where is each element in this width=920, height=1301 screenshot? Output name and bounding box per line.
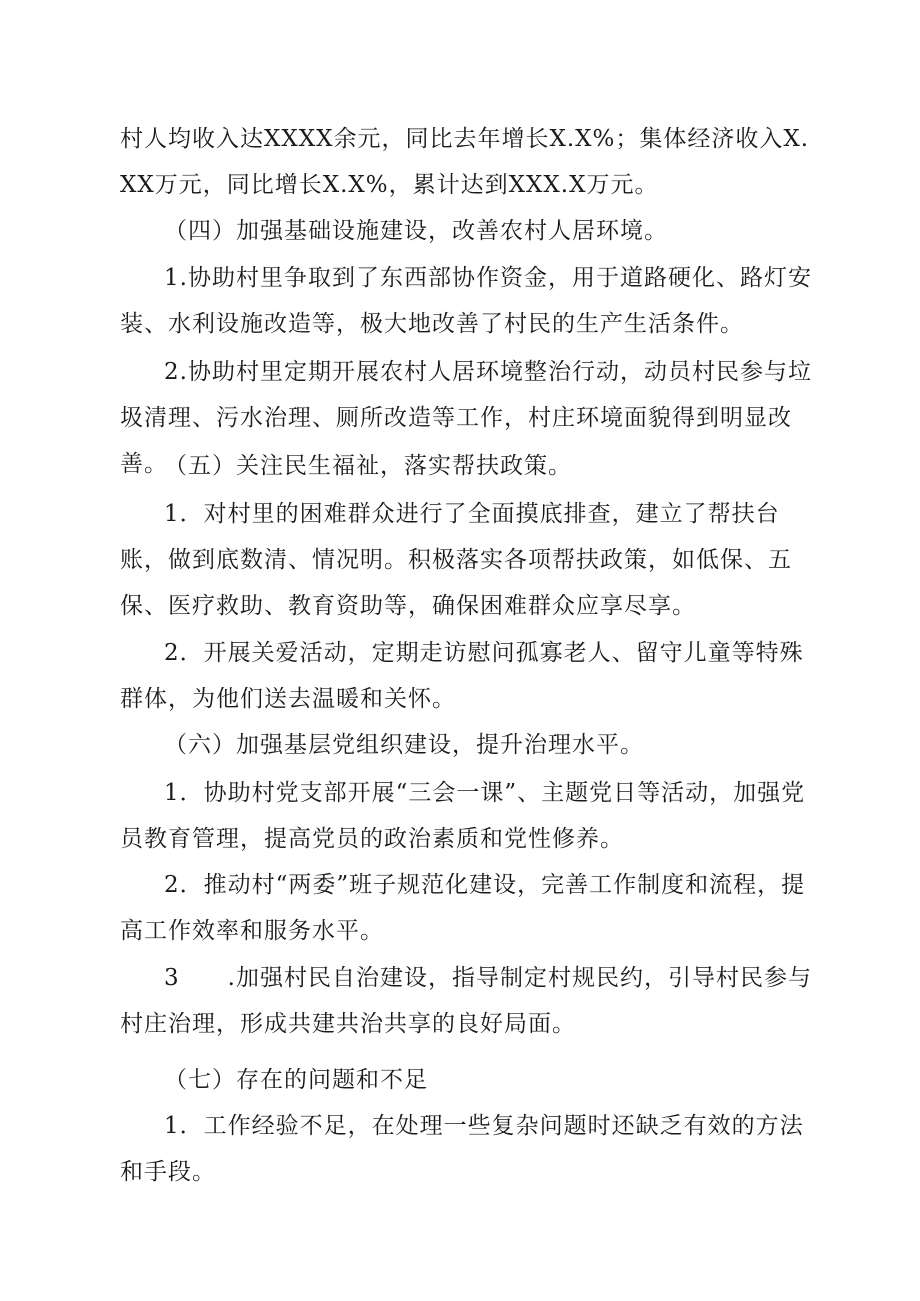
paragraph-4-1: 1.协助村里争取到了东西部协作资金，用于道路硬化、路灯安装、水利设施改造等，极大地改善了村民的生产生活条件。: [120, 265, 812, 337]
paragraph-6-2: 2．推动村“两委”班子规范化建设，完善工作制度和流程，提高工作效率和服务水平。: [120, 872, 806, 944]
paragraph-5-2: 2．开展关爱活动，定期走访慰问孤寡老人、留守儿童等特殊群体，为他们送去温暖和关怀。: [120, 640, 804, 712]
paragraph-5-1: 1．对村里的困难群众进行了全面摸底排查，建立了帮扶台账，做到底数清、情况明。积极落实各项帮扶政策，如低保、五保、医疗救助、教育资助等，确保困难群众应享尽享。: [120, 501, 792, 619]
paragraph-7-1: 1．工作经验不足，在处理一些复杂问题时还缺乏有效的方法和手段。: [120, 1113, 804, 1185]
paragraph-4-2: 2.协助村里定期开展农村人居环境整治行动，动员村民参与垃圾清理、污水治理、厕所改造等工作，村庄环境面貌得到明显改善。: [120, 359, 812, 477]
heading-section-6: （六）加强基层党组织建设，提升治理水平。: [164, 732, 644, 758]
paragraph-6-1: 1．协助村党支部开展“三会一课”、主题党日等活动，加强党员教育管理，提高党员的政治素质和党性修养。: [120, 780, 806, 852]
heading-section-7: （七）存在的问题和不足: [164, 1067, 428, 1093]
heading-section-5: （五）关注民生福祉，落实帮扶政策。: [164, 453, 572, 479]
paragraph-income-stats: 村人均收入达XXXX余元，同比去年增长X.X%；集体经济收入X.XX万元，同比增长X.X%，累计达到XXX.X万元。: [120, 126, 810, 198]
heading-section-4: （四）加强基础设施建设，改善农村人居环境。: [164, 218, 668, 244]
paragraph-6-3: 3 .加强村民自治建设，指导制定村规民约，引导村民参与村庄治理，形成共建共治共享的良好局面。: [120, 965, 812, 1037]
